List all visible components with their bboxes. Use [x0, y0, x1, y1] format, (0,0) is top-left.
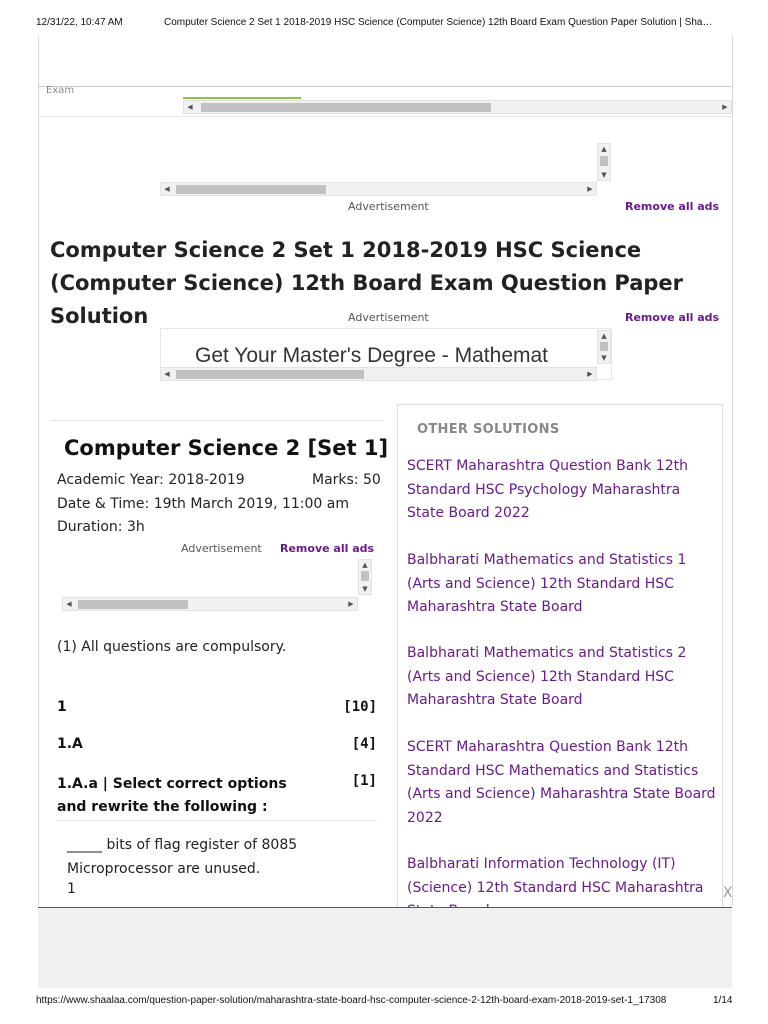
advertisement-label: Advertisement [348, 200, 429, 213]
solution-link[interactable]: SCERT Maharashtra Question Bank 12th Standard HSC Psychology Maharashtra State Board 2022 [407, 458, 688, 521]
scroll-down-icon[interactable]: ▼ [362, 585, 368, 593]
scrollbar-thumb[interactable] [600, 342, 608, 351]
exam-tab-label[interactable]: Exam [46, 85, 75, 96]
nav-active-indicator [183, 97, 301, 99]
scroll-up-icon[interactable]: ▲ [362, 561, 368, 569]
nav-bottom-divider [38, 116, 732, 117]
scroll-up-icon[interactable]: ▲ [601, 332, 607, 340]
scroll-down-icon[interactable]: ▼ [601, 354, 607, 362]
general-instruction: (1) All questions are compulsory. [57, 639, 287, 655]
scroll-right-icon[interactable]: ▶ [722, 103, 728, 111]
question-marks: [4] [351, 736, 377, 752]
scroll-left-icon[interactable]: ◀ [66, 600, 72, 608]
scroll-left-icon[interactable]: ◀ [164, 185, 170, 193]
scrollbar-thumb[interactable] [361, 571, 369, 581]
print-url: https://www.shaalaa.com/question-paper-solution/maharashtra-state-board-hsc-computer-science-2-12th-board-exam-2018-2019-set-1_17308 [36, 995, 667, 1006]
frame-right [732, 36, 733, 906]
ad3-horizontal-scrollbar[interactable] [62, 597, 358, 611]
ad3-vertical-scrollbar[interactable] [358, 559, 372, 595]
solution-link[interactable]: Balbharati Mathematics and Statistics 1 (Arts and Science) 12th Standard HSC Maharashtra State Board [407, 552, 687, 615]
solution-link[interactable]: SCERT Maharashtra Question Bank 12th Standard HSC Mathematics and Statistics (Arts and Science) Maharashtra State Board 2022 [407, 739, 716, 826]
remove-ads-link[interactable]: Remove all ads [625, 200, 720, 213]
question-divider [57, 820, 377, 821]
option-number: 1 [67, 881, 76, 897]
question-text: _____ bits of flag register of 8085 Microprocessor are unused. [67, 837, 298, 877]
print-page-title: Computer Science 2 Set 1 2018-2019 HSC Science (Computer Science) 12th Board Exam Question Paper Solution | Sha… [164, 17, 713, 28]
ad2-vertical-scrollbar[interactable] [597, 330, 611, 364]
total-marks: Marks: 50 [312, 472, 381, 488]
exam-date-time: Date & Time: 19th March 2019, 11:00 am [57, 496, 350, 512]
other-solutions-panel [397, 404, 723, 908]
nav-horizontal-scrollbar[interactable] [183, 100, 732, 114]
close-ad-icon[interactable]: X [723, 885, 733, 901]
scroll-right-icon[interactable]: ▶ [587, 370, 593, 378]
ad1-horizontal-scrollbar[interactable] [160, 182, 597, 196]
question-marks: [10] [343, 699, 377, 715]
ad1-vertical-scrollbar[interactable] [597, 143, 611, 181]
scroll-left-icon[interactable]: ◀ [187, 103, 193, 111]
scrollbar-thumb[interactable] [176, 185, 326, 194]
scroll-right-icon[interactable]: ▶ [348, 600, 354, 608]
question-marks: [1] [351, 773, 377, 789]
scrollbar-thumb[interactable] [176, 370, 364, 379]
scrollbar-thumb[interactable] [78, 600, 188, 609]
academic-year: Academic Year: 2018-2019 [57, 472, 245, 488]
question-label: 1 [57, 699, 67, 715]
sticky-ad-bar [38, 907, 732, 988]
nav-divider [38, 86, 732, 87]
other-solutions-heading: OTHER SOLUTIONS [417, 422, 560, 437]
paper-title: Computer Science 2 [Set 1] [64, 436, 389, 460]
advertisement-label: Advertisement [348, 311, 429, 324]
ad2-horizontal-scrollbar[interactable] [160, 367, 597, 381]
ad-banner-text[interactable]: Get Your Master's Degree - Mathemat [195, 344, 549, 367]
scroll-right-icon[interactable]: ▶ [587, 185, 593, 193]
scrollbar-thumb[interactable] [201, 103, 491, 112]
remove-ads-link[interactable]: Remove all ads [280, 542, 375, 555]
scroll-left-icon[interactable]: ◀ [164, 370, 170, 378]
scroll-down-icon[interactable]: ▼ [601, 171, 607, 179]
print-page-number: 1/14 [713, 995, 733, 1006]
question-label: 1.A.a | Select correct options and rewrite the following : [57, 776, 287, 815]
question-label: 1.A [57, 736, 83, 752]
solution-link[interactable]: Balbharati Information Technology (IT) (Science) 12th Standard HSC Maharashtra [407, 856, 704, 896]
paper-top-divider [50, 420, 384, 421]
remove-ads-link[interactable]: Remove all ads [625, 311, 720, 324]
solution-link[interactable]: Balbharati Mathematics and Statistics 2 (Arts and Science) 12th Standard HSC Maharashtra State Board [407, 645, 687, 708]
scrollbar-thumb[interactable] [600, 156, 608, 166]
page-title: Computer Science 2 Set 1 2018-2019 HSC Science (Computer Science) 12th Board Exam Question Paper Solution [50, 238, 683, 328]
scroll-up-icon[interactable]: ▲ [601, 145, 607, 153]
print-datetime: 12/31/22, 10:47 AM [36, 17, 123, 28]
exam-duration: Duration: 3h [57, 519, 145, 535]
advertisement-label: Advertisement [181, 542, 262, 555]
frame-left [38, 36, 39, 906]
